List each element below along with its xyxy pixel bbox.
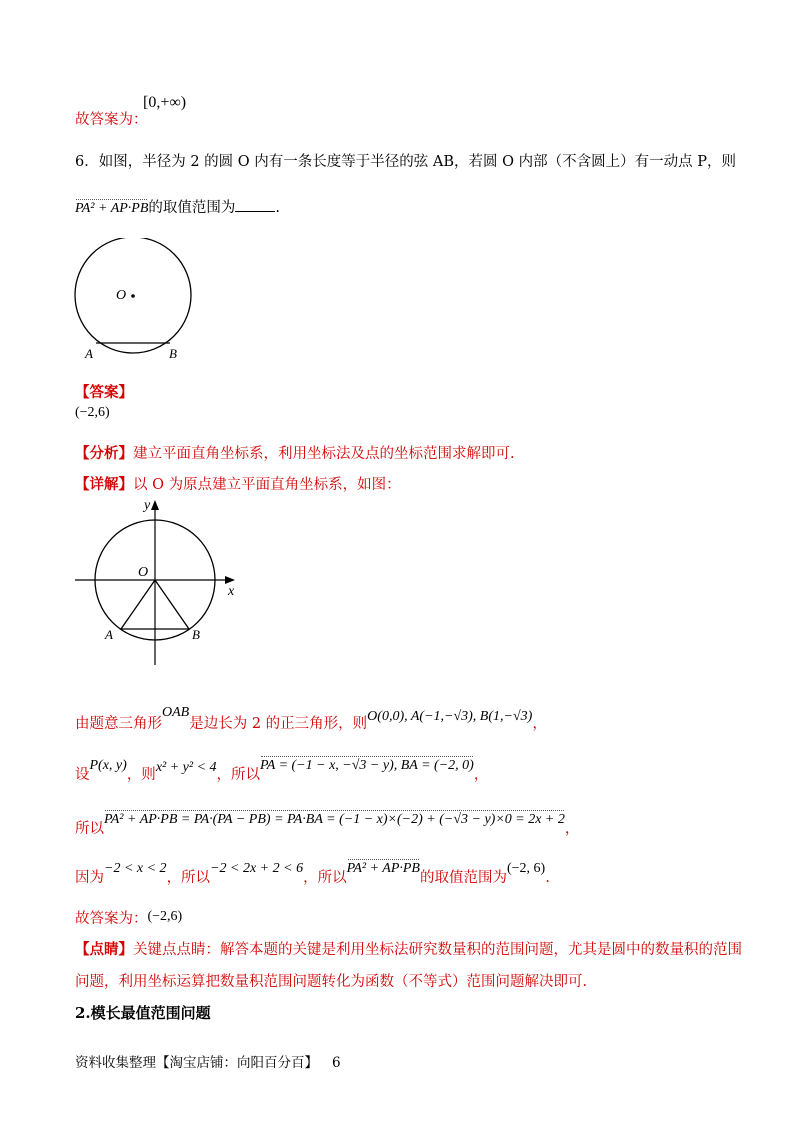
footer-text: 资料收集整理【淘宝店铺：向阳百分百】: [75, 1055, 318, 1071]
step-4-result: (−2, 6): [506, 861, 546, 876]
remark-tag: 【点睛】: [75, 941, 133, 958]
step-4-end: .: [545, 870, 550, 886]
final-answer-label: 故答案为：: [75, 911, 148, 927]
label-o-2: O: [138, 565, 149, 580]
label-b-2: B: [192, 627, 200, 642]
analysis-line: [75, 442, 515, 463]
step-1-triangle: OAB: [162, 705, 190, 720]
step-4-expression: PA² + AP·PB: [346, 861, 420, 876]
detail-text: 以 O 为原点建立平面直角坐标系，如图：: [133, 477, 401, 493]
step-1-b: 是边长为 2 的正三角形，则: [189, 716, 368, 732]
circle-figure-1: [70, 238, 200, 364]
step-3-expression: PA² + AP·PB = PA·(PA − PB) = PA·BA = (−1 − x)×(−2) + (−√3 − y)×0 = 2x + 2: [104, 812, 565, 827]
step-2-inequality: x² + y² < 4: [155, 760, 217, 775]
detail-line: [75, 473, 401, 494]
x-axis-arrow: [225, 576, 235, 584]
step-4-range-2: −2 < 2x + 2 < 6: [210, 861, 304, 876]
step-2-b: ，则: [126, 767, 156, 783]
step-1: [75, 705, 547, 733]
question-line2: [75, 196, 280, 217]
label-o: O: [116, 288, 127, 303]
answer-blank: [235, 199, 275, 212]
step-4-d: 的取值范围为: [419, 870, 507, 886]
answer-tag: 【答案】: [75, 384, 133, 401]
final-answer-line: [75, 907, 182, 928]
step-3: [75, 812, 580, 838]
label-a: A: [85, 346, 93, 361]
step-4-c: ，所以: [303, 870, 347, 886]
coordinate-figure: [70, 495, 245, 667]
step-2-vectors: PA = (−1 − x, −√3 − y), BA = (−2, 0): [260, 758, 474, 773]
final-answer-value: (−2,6): [147, 909, 183, 924]
step-4: [75, 861, 550, 887]
step-1-coords: O(0,0), A(−1,−√3), B(1,−√3): [367, 709, 533, 724]
prev-answer-label: 故答案为：: [75, 112, 148, 128]
analysis-tag: 【分析】: [75, 445, 133, 462]
remark-line-1: [75, 938, 742, 959]
step-3-a: 所以: [75, 821, 104, 837]
y-axis-arrow: [151, 500, 159, 510]
question-line1: [75, 150, 736, 171]
center-dot: [131, 294, 135, 298]
step-2-c: ，所以: [216, 767, 261, 783]
step-3-end: ，: [564, 821, 580, 837]
question-number: 6: [75, 154, 85, 170]
question-end: .: [275, 200, 281, 216]
remark-line-2: 问题，利用坐标运算把数量积范围问题转化为函数（不等式）范围问题解决即可.: [75, 974, 588, 990]
answer-value: (−2,6): [75, 405, 110, 420]
page-number: 6: [332, 1055, 341, 1071]
footer: [75, 1051, 341, 1071]
label-y: y: [144, 498, 151, 513]
label-b: B: [169, 346, 177, 361]
step-1-end: ，: [532, 716, 547, 732]
remark-text-1: 关键点点睛：解答本题的关键是利用坐标法研究数量积的范围问题，尤其是圆中的数量积的范围: [133, 942, 742, 958]
step-4-b: ，所以: [166, 870, 211, 886]
step-4-range-1: −2 < x < 2: [104, 861, 167, 876]
step-1-a: 由题意三角形: [75, 716, 162, 732]
step-4-a: 因为: [75, 870, 104, 886]
detail-tag: 【详解】: [75, 476, 133, 493]
analysis-text: 建立平面直角坐标系，利用坐标法及点的坐标范围求解即可.: [133, 446, 515, 462]
label-x: x: [228, 584, 235, 599]
question-expression: PA² + AP·PB: [75, 201, 149, 216]
section-heading: 2.模长最值范围问题: [75, 1004, 211, 1022]
question-text: ．如图，半径为 2 的圆 O 内有一条长度等于半径的弦 AB，若圆 O 内部（不含圆上）有一动点 P，则: [84, 154, 736, 170]
question-suffix: 的取值范围为: [148, 200, 236, 216]
step-2: [75, 758, 489, 784]
step-2-end: ，: [473, 767, 489, 783]
prev-answer-value: [0,+∞): [143, 94, 187, 111]
step-2-a: 设: [75, 767, 90, 783]
step-2-point: P(x, y): [89, 758, 127, 773]
label-a-2: A: [105, 627, 113, 642]
